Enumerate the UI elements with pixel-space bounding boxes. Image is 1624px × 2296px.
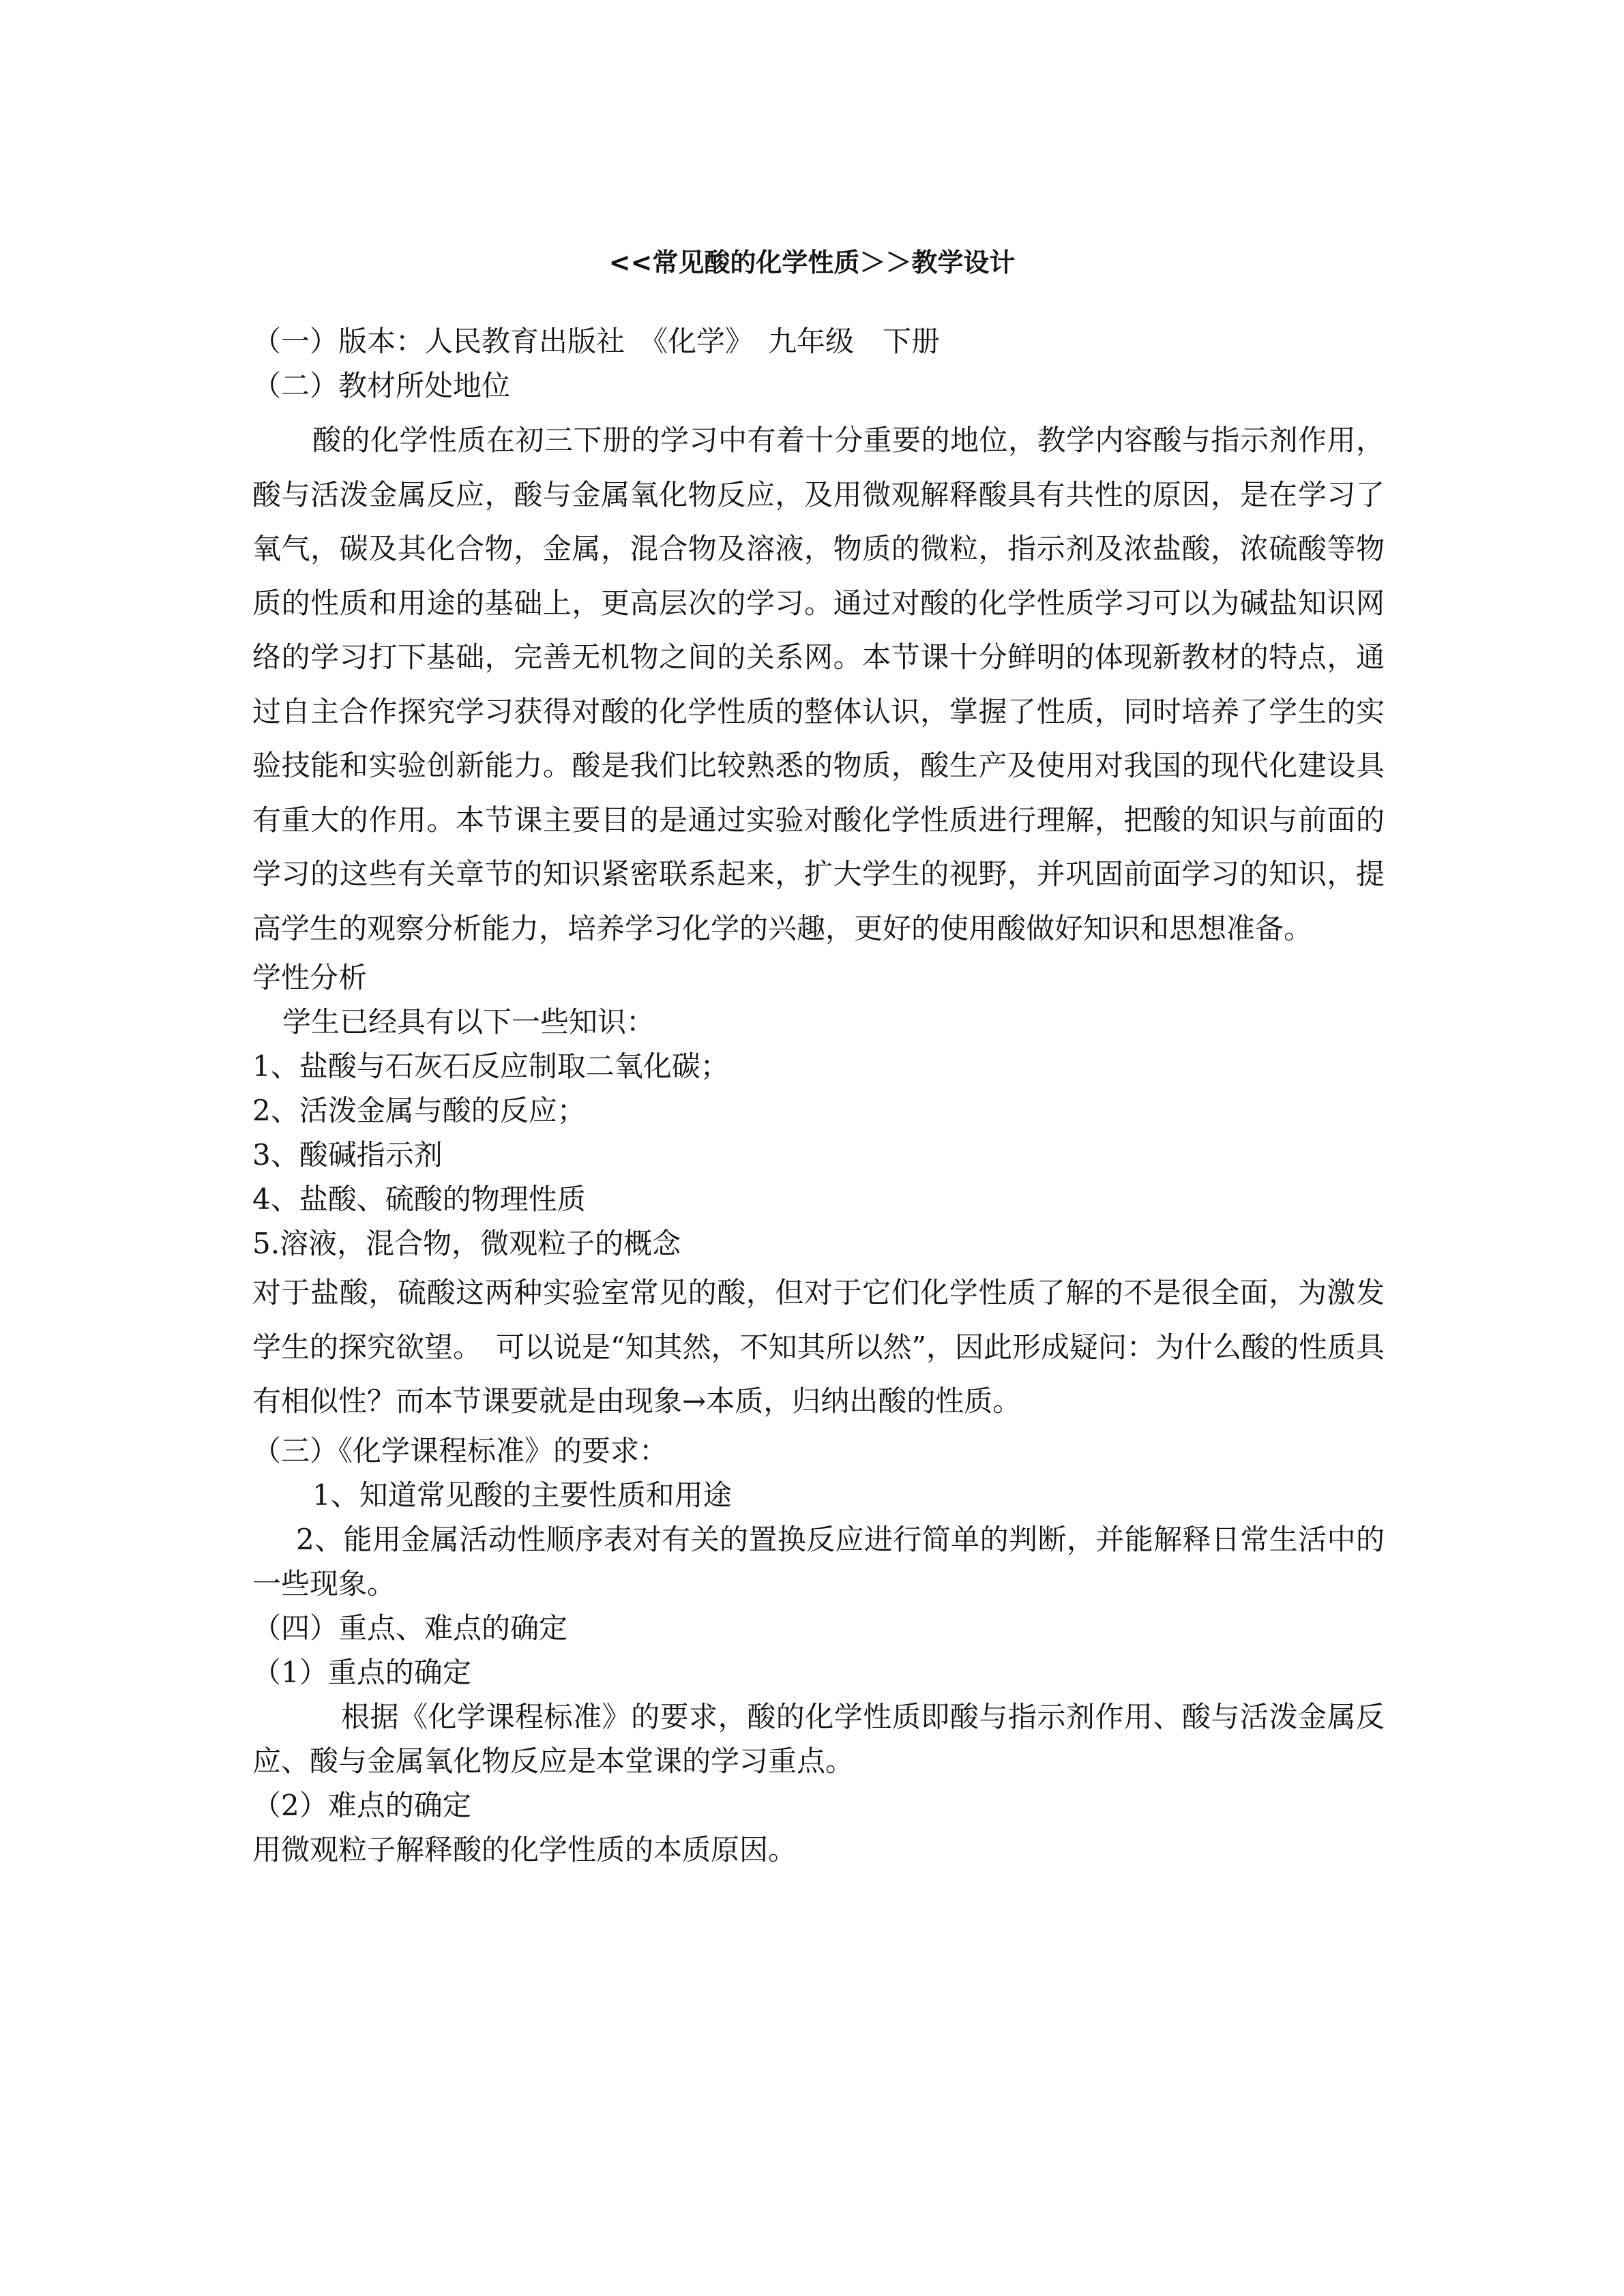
knowledge-item: 1、盐酸与石灰石反应制取二氧化碳； [252, 1049, 729, 1083]
standard-item: 1、知道常见酸的主要性质和用途 [312, 1478, 732, 1512]
key-heading: （1）重点的确定 [252, 1655, 471, 1689]
edition-line: （一）版本：人民教育出版社 《化学》 九年级 下册 [252, 325, 941, 358]
key-paragraph: 根据《化学课程标准》的要求，酸的化学性质即酸与指示剂作用、酸与活泼金属反应、酸与金属氧化物反应是本堂课的学习重点。 [252, 1699, 1385, 1778]
knowledge-item: 5.溶液，混合物，微观粒子的概念 [252, 1227, 681, 1260]
section2-paragraph: 酸的化学性质在初三下册的学习中有着十分重要的地位，教学内容酸与指示剂作用，酸与活泼金属反应，酸与金属氧化物反应，及用微观解释酸具有共性的原因，是在学习了氧气，碳及其化合物，金属，混合物及溶液，物质的微粒，指示剂及浓盐酸，浓硫酸等物质的性质和用途的基础上，更高层次的学习。通过对酸的化学性质学习可以为碱盐知识网络的学习打下基础，完善无机物之间的关系网。本节课十分鲜明的体现新教材的特点，通过自主合作探究学习获得对酸的化学性质的整体认识，掌握了性质，同时培养了学生的实验技能和实验创新能力。酸是我们比较熟悉的物质，酸生产及使用对我国的现代化建设具有重大的作用。本节课主要目的是通过实验对酸化学性质进行理解，把酸的知识与前面的学习的这些有关章节的知识紧密联系起来，扩大学生的视野，并巩固前面学习的知识，提高学生的观察分析能力，培养学习化学的兴趣，更好的使用酸做好知识和思想准备。 [252, 423, 1385, 945]
knowledge-item: 3、酸碱指示剂 [252, 1138, 443, 1172]
document-body [252, 319, 1385, 1872]
analysis-paragraph: 对于盐酸，硫酸这两种实验室常见的酸，但对于它们化学性质了解的不是很全面，为激发学生的探究欲望。 可以说是“知其然，不知其所以然”，因此形成疑问：为什么酸的性质具有相似性？而本节课要就是由现象→本质，归纳出酸的性质。 [252, 1276, 1385, 1418]
knowledge-item: 4、盐酸、硫酸的物理性质 [252, 1182, 586, 1216]
standard-item: 2、能用金属活动性顺序表对有关的置换反应进行简单的判断，并能解释日常生活中的一些现象。 [252, 1522, 1385, 1600]
knowledge-item: 2、活泼金属与酸的反应； [252, 1094, 586, 1127]
difficulty-heading: （2）难点的确定 [252, 1788, 471, 1822]
section3-heading: （三）《化学课程标准》的要求： [252, 1433, 668, 1467]
difficulty-paragraph: 用微观粒子解释酸的化学性质的本质原因。 [252, 1832, 797, 1866]
analysis-heading: 学性分析 [252, 961, 368, 994]
section2-heading: （二）教材所处地位 [252, 369, 511, 402]
section4-heading: （四）重点、难点的确定 [252, 1611, 568, 1645]
analysis-intro: 学生已经具有以下一些知识： [282, 1005, 655, 1039]
document-title: <<常见酸的化学性质＞＞教学设计 [608, 248, 1016, 278]
